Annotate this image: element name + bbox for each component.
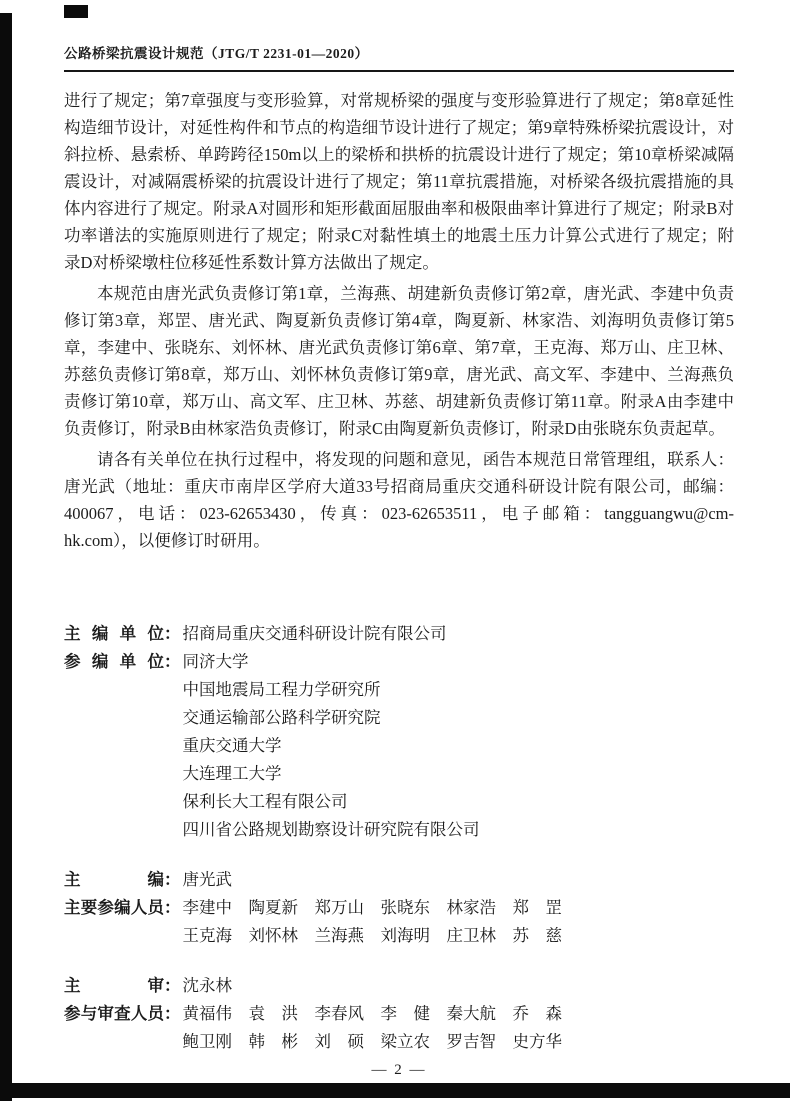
credit-label: 主要参编人员： (64, 899, 181, 917)
credit-value-line: 王克海 刘怀林 兰海燕 刘海明 庄卫林 苏 慈 (182, 926, 562, 945)
page-number: — 2 — (371, 1062, 427, 1078)
credit-value-line: 交通运输部公路科学研究院 (182, 708, 381, 727)
colon: ： (164, 871, 181, 889)
body-paragraph-1: 进行了规定；第7章强度与变形验算，对常规桥梁的强度与变形验算进行了规定；第8章延性构造细节设计，对延性构件和节点的构造细节设计进行了规定；第9章特殊桥梁抗震设计，对斜拉桥、悬索桥、单跨跨径150m以上的梁桥和拱桥的抗震设计进行了规定；第10章桥梁减隔震设计，对减隔震桥梁的抗震设计进行了规定；第11章抗震措施，对桥梁各级抗震措施的具体内容进行了规定。附录A对圆形和矩形截面屈服曲率和极限曲率计算进行了规定；附录B对功率谱法的实施原则进行了规定；附录C对黏性填土的地震土压力计算公式进行了规定；附录D对桥梁墩柱位移延性系数计算方法做出了规定。 (64, 91, 734, 272)
credit-value-line: 李建中 陶夏新 郑万山 张晓东 林家浩 郑 罡 (182, 898, 562, 917)
colon: ： (164, 977, 181, 995)
credit-row-chief-reviewer (64, 972, 734, 1000)
credit-row-participating-units (64, 648, 734, 844)
credit-value-line: 唐光武 (182, 870, 232, 889)
credit-value-line: 同济大学 (182, 652, 249, 671)
credit-value-line: 黄福伟 袁 洪 李春风 李 健 秦大航 乔 森 (182, 1004, 562, 1023)
credit-row-review-participants (64, 1000, 734, 1056)
credit-row-chief-editor (64, 866, 734, 894)
credit-label: 主编： (64, 871, 181, 889)
document-title: 公路桥梁抗震设计规范（JTG/T 2231-01—2020） (64, 46, 369, 61)
credit-label: 参编单位： (64, 653, 181, 671)
credit-row-main-editors (64, 894, 734, 950)
credit-value-line: 中国地震局工程力学研究所 (182, 680, 381, 699)
colon: ： (164, 1005, 181, 1023)
scan-artifact-left-band (0, 13, 12, 1101)
credit-label: 参与审查人员： (64, 1005, 181, 1023)
credit-value-line: 大连理工大学 (182, 764, 282, 783)
credit-value-line: 四川省公路规划勘察设计研究院有限公司 (182, 820, 480, 839)
credits-section (64, 620, 734, 1056)
scan-artifact-bottom-band (0, 1083, 790, 1098)
colon: ： (164, 625, 181, 643)
page-content (64, 42, 734, 1079)
credit-value-line: 鲍卫刚 韩 彬 刘 硕 梁立农 罗吉智 史方华 (182, 1032, 562, 1051)
credit-value-line: 重庆交通大学 (182, 736, 282, 755)
colon: ： (164, 899, 181, 917)
body-text (64, 87, 734, 554)
body-paragraph-3: 请各有关单位在执行过程中，将发现的问题和意见，函告本规范日常管理组，联系人：唐光武（地址：重庆市南岸区学府大道33号招商局重庆交通科研设计院有限公司，邮编：400067，电话：023-62653430，传真：023-62653511，电子邮箱：tangguangwu@cm-hk.com），以便修订时研用。 (64, 450, 734, 550)
credit-label: 主编单位： (64, 625, 181, 643)
credit-value-line: 保利长大工程有限公司 (182, 792, 348, 811)
credit-value-line: 招商局重庆交通科研设计院有限公司 (182, 624, 447, 643)
credit-row-chief-edit-unit (64, 620, 734, 648)
credit-value-line: 沈永林 (182, 976, 232, 995)
credit-label: 主审： (64, 977, 181, 995)
running-header (64, 42, 734, 72)
body-paragraph-2: 本规范由唐光武负责修订第1章，兰海燕、胡建新负责修订第2章，唐光武、李建中负责修订第3章，郑罡、唐光武、陶夏新负责修订第4章，陶夏新、林家浩、刘海明负责修订第5章，李建中、张晓东、刘怀林、唐光武负责修订第6章、第7章，王克海、郑万山、庄卫林、苏慈负责修订第8章，郑万山、刘怀林负责修订第9章，唐光武、高文军、李建中、兰海燕负责修订第10章，郑万山、高文军、庄卫林、苏慈、胡建新负责修订第11章。附录A由李建中负责修订，附录B由林家浩负责修订，附录C由陶夏新负责修订，附录D由张晓东负责起草。 (64, 284, 734, 438)
colon: ： (164, 653, 181, 671)
scan-artifact-top-mark (64, 5, 88, 18)
